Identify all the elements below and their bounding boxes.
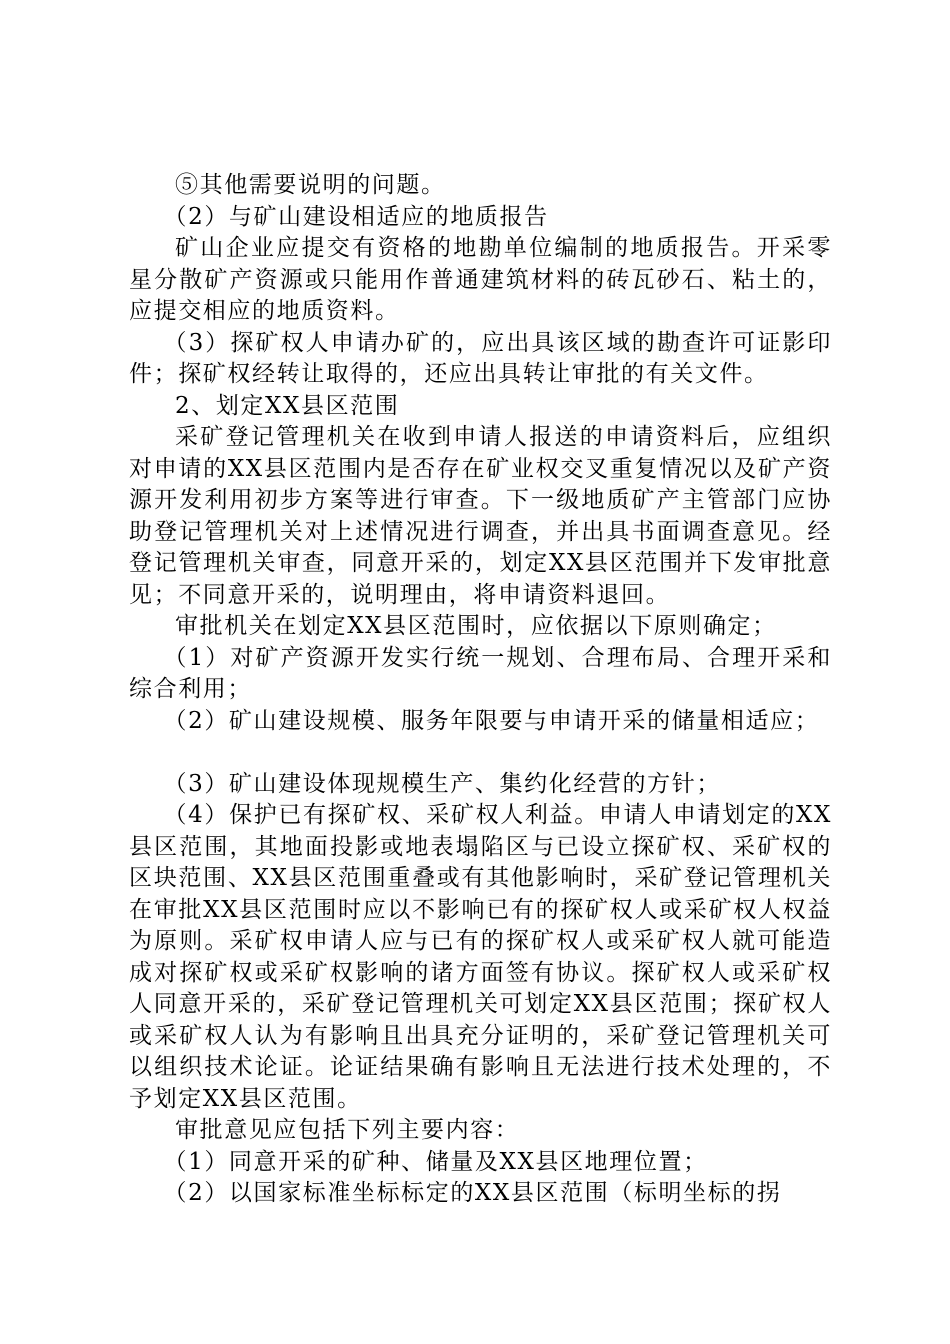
paragraph-exploration-permit: （3）探矿权人申请办矿的，应出具该区域的勘查许可证影印件；探矿权经转让取得的，还应出具转让审批的有关文件。 (129, 329, 832, 387)
heading-delimit-area: 2、划定XX县区范围 (175, 392, 400, 419)
heading-geology-report: （2）与矿山建设相适应的地质报告 (163, 203, 549, 230)
paragraph-other-issues: ⑤其他需要说明的问题。 (175, 172, 446, 198)
paragraph-registration-review: 采矿登记管理机关在收到申请人报送的申请资料后，应组织对申请的XX县区范围内是否存在矿业权交叉重复情况以及矿产资源开发利用初步方案等进行审查。下一级地质矿产主管部门应协助登记管理机关对上述情况进行调查，并出具书面调查意见。经登记管理机关审查，同意开采的，划定XX县区范围并下发审批意见；不同意开采的，说明理由，将申请资料退回。 (129, 424, 832, 608)
paragraph-approval-contents-intro: 审批意见应包括下列主要内容： (175, 1117, 520, 1143)
document-body (129, 170, 832, 1210)
paragraph-principle-4: （4）保护已有探矿权、采矿权人利益。申请人申请划定的XX县区范围，其地面投影或地表塌陷区与已设立探矿权、采矿权的区块范围、XX县区范围重叠或有其他影响时，采矿登记管理机关在审批XX县区范围时应以不影响已有的探矿权人或采矿权人权益为原则。采矿权申请人应与已有的探矿权人或采矿权人就可能造成对探矿权或采矿权影响的诸方面签有协议。探矿权人或采矿权人同意开采的，采矿登记管理机关可划定XX县区范围；探矿权人或采矿权人认为有影响且出具充分证明的，采矿登记管理机关可以组织技术论证。论证结果确有影响且无法进行技术处理的，不予划定XX县区范围。 (129, 802, 832, 1112)
paragraph-principles-intro: 审批机关在划定XX县区范围时，应依据以下原则确定； (175, 613, 777, 639)
paragraph-principle-1: （1）对矿产资源开发实行统一规划、合理布局、合理开采和综合利用； (129, 644, 832, 702)
paragraph-principle-3: （3）矿山建设体现规模生产、集约化经营的方针； (163, 770, 721, 797)
paragraph-principle-2: （2）矿山建设规模、服务年限要与申请开采的储量相适应； (163, 707, 820, 734)
paragraph-approval-item-1: （1）同意开采的矿种、储量及XX县区地理位置； (163, 1148, 708, 1175)
paragraph-geology-report: 矿山企业应提交有资格的地勘单位编制的地质报告。开采零星分散矿产资源或只能用作普通建筑材料的砖瓦砂石、粘土的，应提交相应的地质资料。 (129, 235, 832, 324)
paragraph-approval-item-2: （2）以国家标准坐标标定的XX县区范围（标明坐标的拐 (163, 1180, 782, 1206)
